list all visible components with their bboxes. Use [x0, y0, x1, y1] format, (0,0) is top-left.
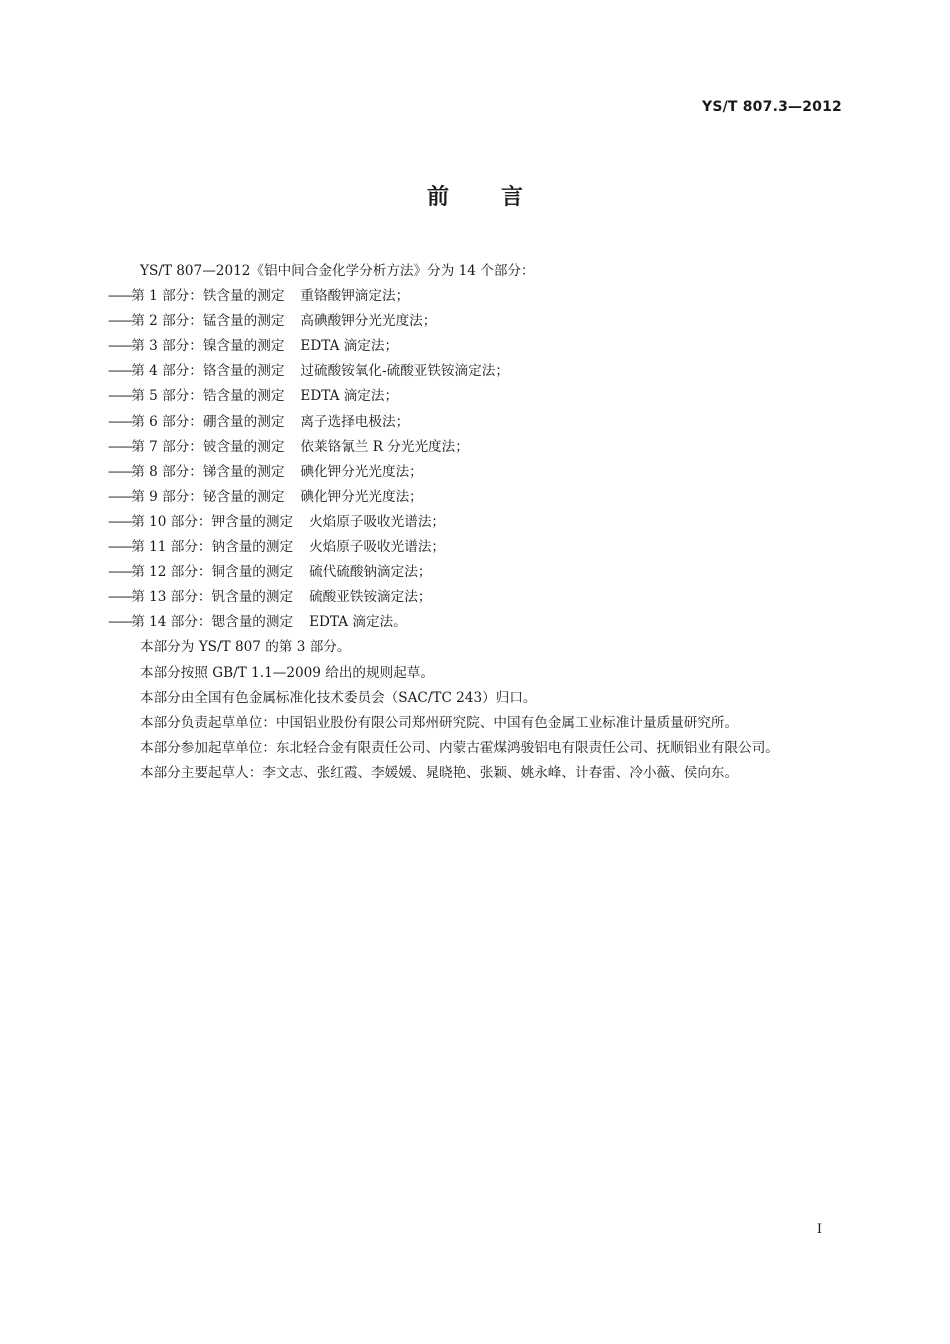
part-method: 硫代硫酸钠滴定法； — [309, 564, 432, 581]
part-method: 硫酸亚铁铵滴定法； — [309, 589, 432, 606]
part-method: 离子选择电极法； — [300, 413, 410, 430]
part-method: 重铬酸钾滴定法； — [300, 288, 410, 305]
part-title: 第 1 部分：铁含量的测定 — [131, 288, 285, 305]
part-method: 碘化钾分光光度法； — [300, 463, 423, 480]
list-item — [108, 510, 843, 535]
list-item — [108, 535, 843, 560]
part-title: 第 9 部分：铋含量的测定 — [131, 488, 285, 505]
list-item — [108, 460, 843, 485]
part-title: 第 2 部分：锰含量的测定 — [131, 313, 285, 330]
part-method: 火焰原子吸收光谱法； — [309, 513, 446, 530]
part-title: 第 10 部分：钾含量的测定 — [131, 513, 294, 530]
list-item — [108, 410, 843, 435]
part-title: 第 6 部分：硼含量的测定 — [131, 413, 285, 430]
intro-paragraph: YS/T 807—2012《铝中间合金化学分析方法》分为 14 个部分： — [140, 263, 535, 279]
list-item — [108, 485, 843, 510]
list-item — [108, 284, 843, 309]
part-method: EDTA 滴定法。 — [309, 614, 407, 631]
drafters-paragraph: 本部分主要起草人：李文志、张红霞、李媛媛、晁晓艳、张颖、姚永峰、计春雷、冷小薇、侯向东。 — [140, 764, 739, 781]
part-method: 碘化钾分光光度法； — [300, 488, 423, 505]
list-item — [108, 359, 843, 384]
drafting-rules-paragraph: 本部分按照 GB/T 1.1—2009 给出的规则起草。 — [140, 664, 434, 681]
part-title: 第 5 部分：锆含量的测定 — [131, 388, 285, 405]
list-dash: —— — [108, 338, 132, 355]
list-dash: —— — [108, 388, 132, 405]
part-method: 火焰原子吸收光谱法； — [309, 539, 446, 556]
part-title: 第 8 部分：锑含量的测定 — [131, 463, 285, 480]
list-dash: —— — [108, 363, 132, 380]
page-number: I — [816, 1222, 822, 1237]
part-title: 第 3 部分：镍含量的测定 — [131, 338, 285, 355]
committee-paragraph: 本部分由全国有色金属标准化技术委员会（SAC/TC 243）归口。 — [140, 689, 537, 706]
part-title: 第 11 部分：钠含量的测定 — [131, 539, 294, 556]
standard-code: YS/T 807.3—2012 — [701, 99, 842, 115]
part-title: 第 14 部分：锶含量的测定 — [131, 614, 294, 631]
list-dash: —— — [108, 513, 132, 530]
list-item — [108, 384, 843, 409]
list-dash: —— — [108, 413, 132, 430]
list-dash: —— — [108, 313, 132, 330]
list-item — [108, 610, 843, 635]
page-title: 前言 — [426, 185, 575, 210]
this-part-paragraph: 本部分为 YS/T 807 的第 3 部分。 — [140, 639, 351, 656]
participating-units-paragraph: 本部分参加起草单位：东北轻合金有限责任公司、内蒙古霍煤鸿骏铝电有限责任公司、抚顺铝业有限公司。 — [140, 739, 779, 756]
part-title: 第 7 部分：铍含量的测定 — [131, 438, 285, 455]
part-method: 高碘酸钾分光光度法； — [300, 313, 437, 330]
part-method: 依莱铬氰兰 R 分光光度法； — [300, 438, 469, 455]
list-dash: —— — [108, 589, 132, 606]
part-title: 第 13 部分：钒含量的测定 — [131, 589, 294, 606]
foreword-body — [108, 259, 843, 786]
list-dash: —— — [108, 488, 132, 505]
part-method: EDTA 滴定法； — [300, 338, 399, 355]
list-dash: —— — [108, 288, 132, 305]
list-dash: —— — [108, 564, 132, 581]
list-item — [108, 309, 843, 334]
list-item — [108, 560, 843, 585]
part-title: 第 12 部分：铜含量的测定 — [131, 564, 294, 581]
part-title: 第 4 部分：铬含量的测定 — [131, 363, 285, 380]
list-dash: —— — [108, 463, 132, 480]
list-item — [108, 435, 843, 460]
parts-list — [108, 284, 843, 635]
list-item — [108, 334, 843, 359]
part-method: EDTA 滴定法； — [300, 388, 399, 405]
lead-units-paragraph: 本部分负责起草单位：中国铝业股份有限公司郑州研究院、中国有色金属工业标准计量质量研究所。 — [140, 714, 739, 731]
list-dash: —— — [108, 438, 132, 455]
list-dash: —— — [108, 539, 132, 556]
list-item — [108, 585, 843, 610]
list-dash: —— — [108, 614, 132, 631]
part-method: 过硫酸铵氧化-硫酸亚铁铵滴定法； — [300, 363, 509, 380]
